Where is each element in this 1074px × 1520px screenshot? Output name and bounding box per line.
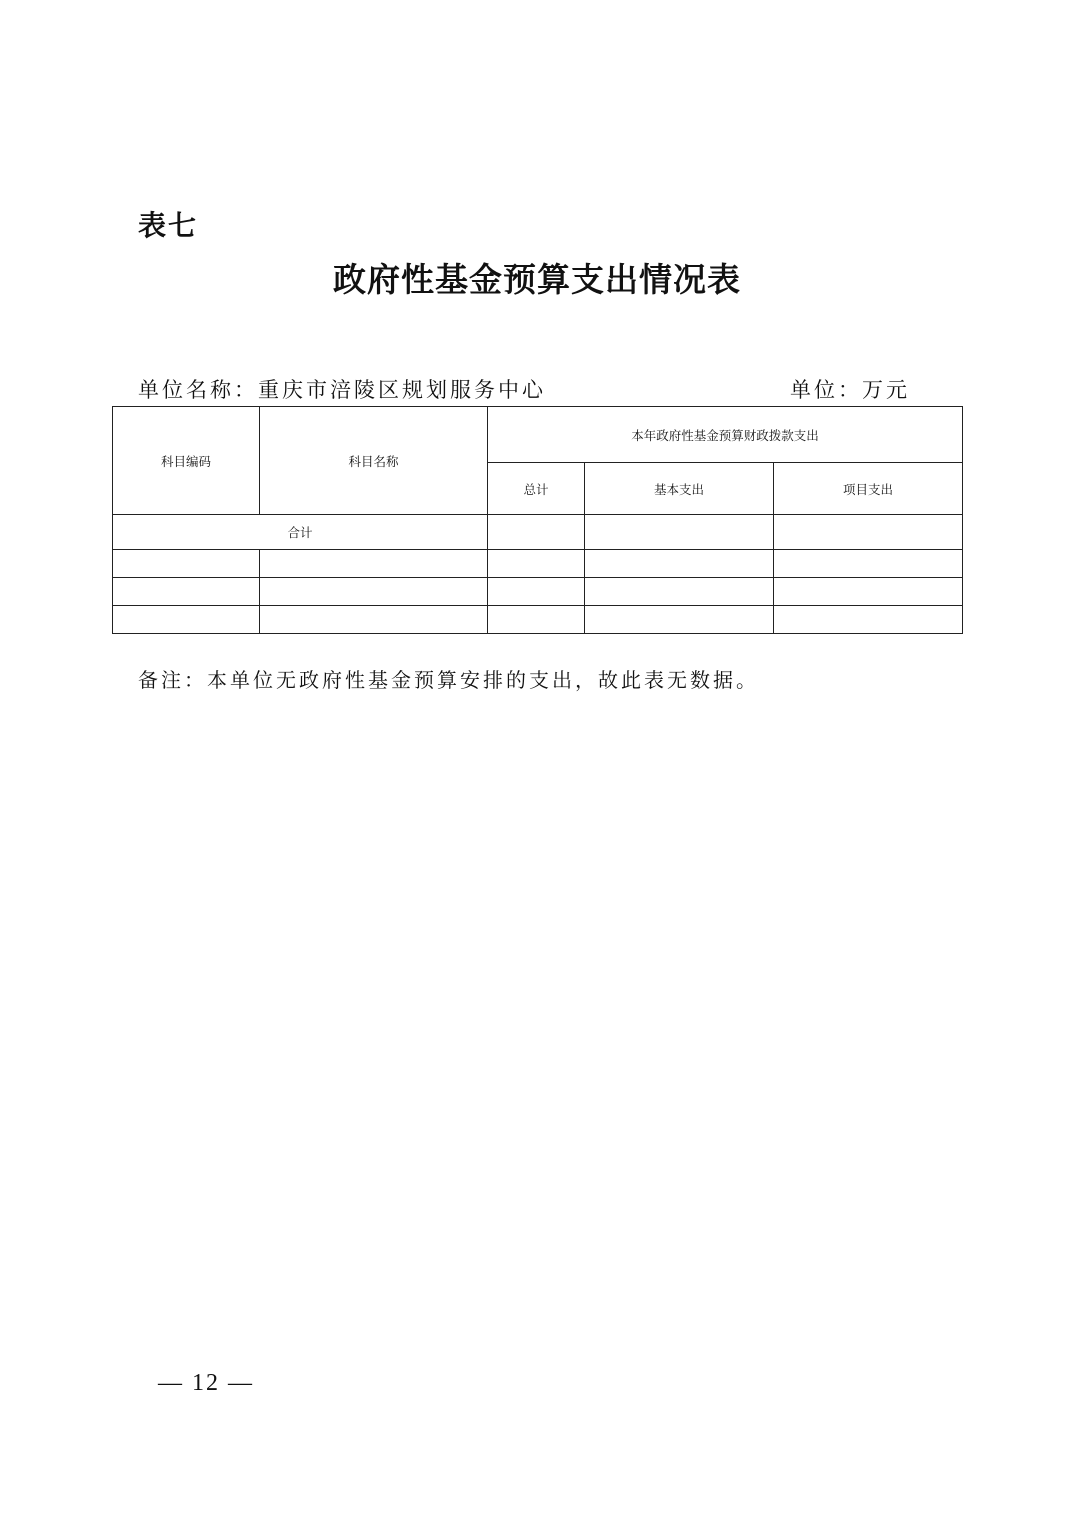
table-cell [585, 578, 774, 606]
table-cell [260, 578, 488, 606]
page-title: 政府性基金预算支出情况表 [333, 260, 741, 299]
total-row-label: 合计 [113, 515, 488, 550]
table-cell [113, 578, 260, 606]
table-cell [488, 606, 585, 634]
table-cell [774, 550, 963, 578]
table-cell [585, 606, 774, 634]
table-cell [113, 550, 260, 578]
header-basic: 基本支出 [585, 463, 774, 515]
table-header-row [113, 407, 963, 463]
page-number: — 12 — [158, 1370, 254, 1396]
header-subject-name: 科目名称 [260, 407, 488, 515]
table-cell [488, 550, 585, 578]
unit-name: 单位名称：重庆市涪陵区规划服务中心 [138, 378, 546, 402]
budget-table [112, 406, 963, 634]
table-cell [774, 578, 963, 606]
header-group: 本年政府性基金预算财政拨款支出 [488, 407, 963, 463]
table-cell [585, 515, 774, 550]
table-cell [774, 606, 963, 634]
table-label: 表七 [138, 209, 199, 242]
note-text: 备注：本单位无政府性基金预算安排的支出，故此表无数据。 [138, 668, 759, 692]
table-cell [260, 606, 488, 634]
table-cell [774, 515, 963, 550]
table-cell [488, 515, 585, 550]
table-row [113, 606, 963, 634]
unit-measure: 单位：万元 [790, 378, 910, 402]
table-row [113, 578, 963, 606]
header-subject-code: 科目编码 [113, 407, 260, 515]
table-row [113, 550, 963, 578]
table-cell [260, 550, 488, 578]
header-total: 总计 [488, 463, 585, 515]
header-project: 项目支出 [774, 463, 963, 515]
table-cell [488, 578, 585, 606]
table-cell [113, 606, 260, 634]
table-total-row [113, 515, 963, 550]
table-cell [585, 550, 774, 578]
